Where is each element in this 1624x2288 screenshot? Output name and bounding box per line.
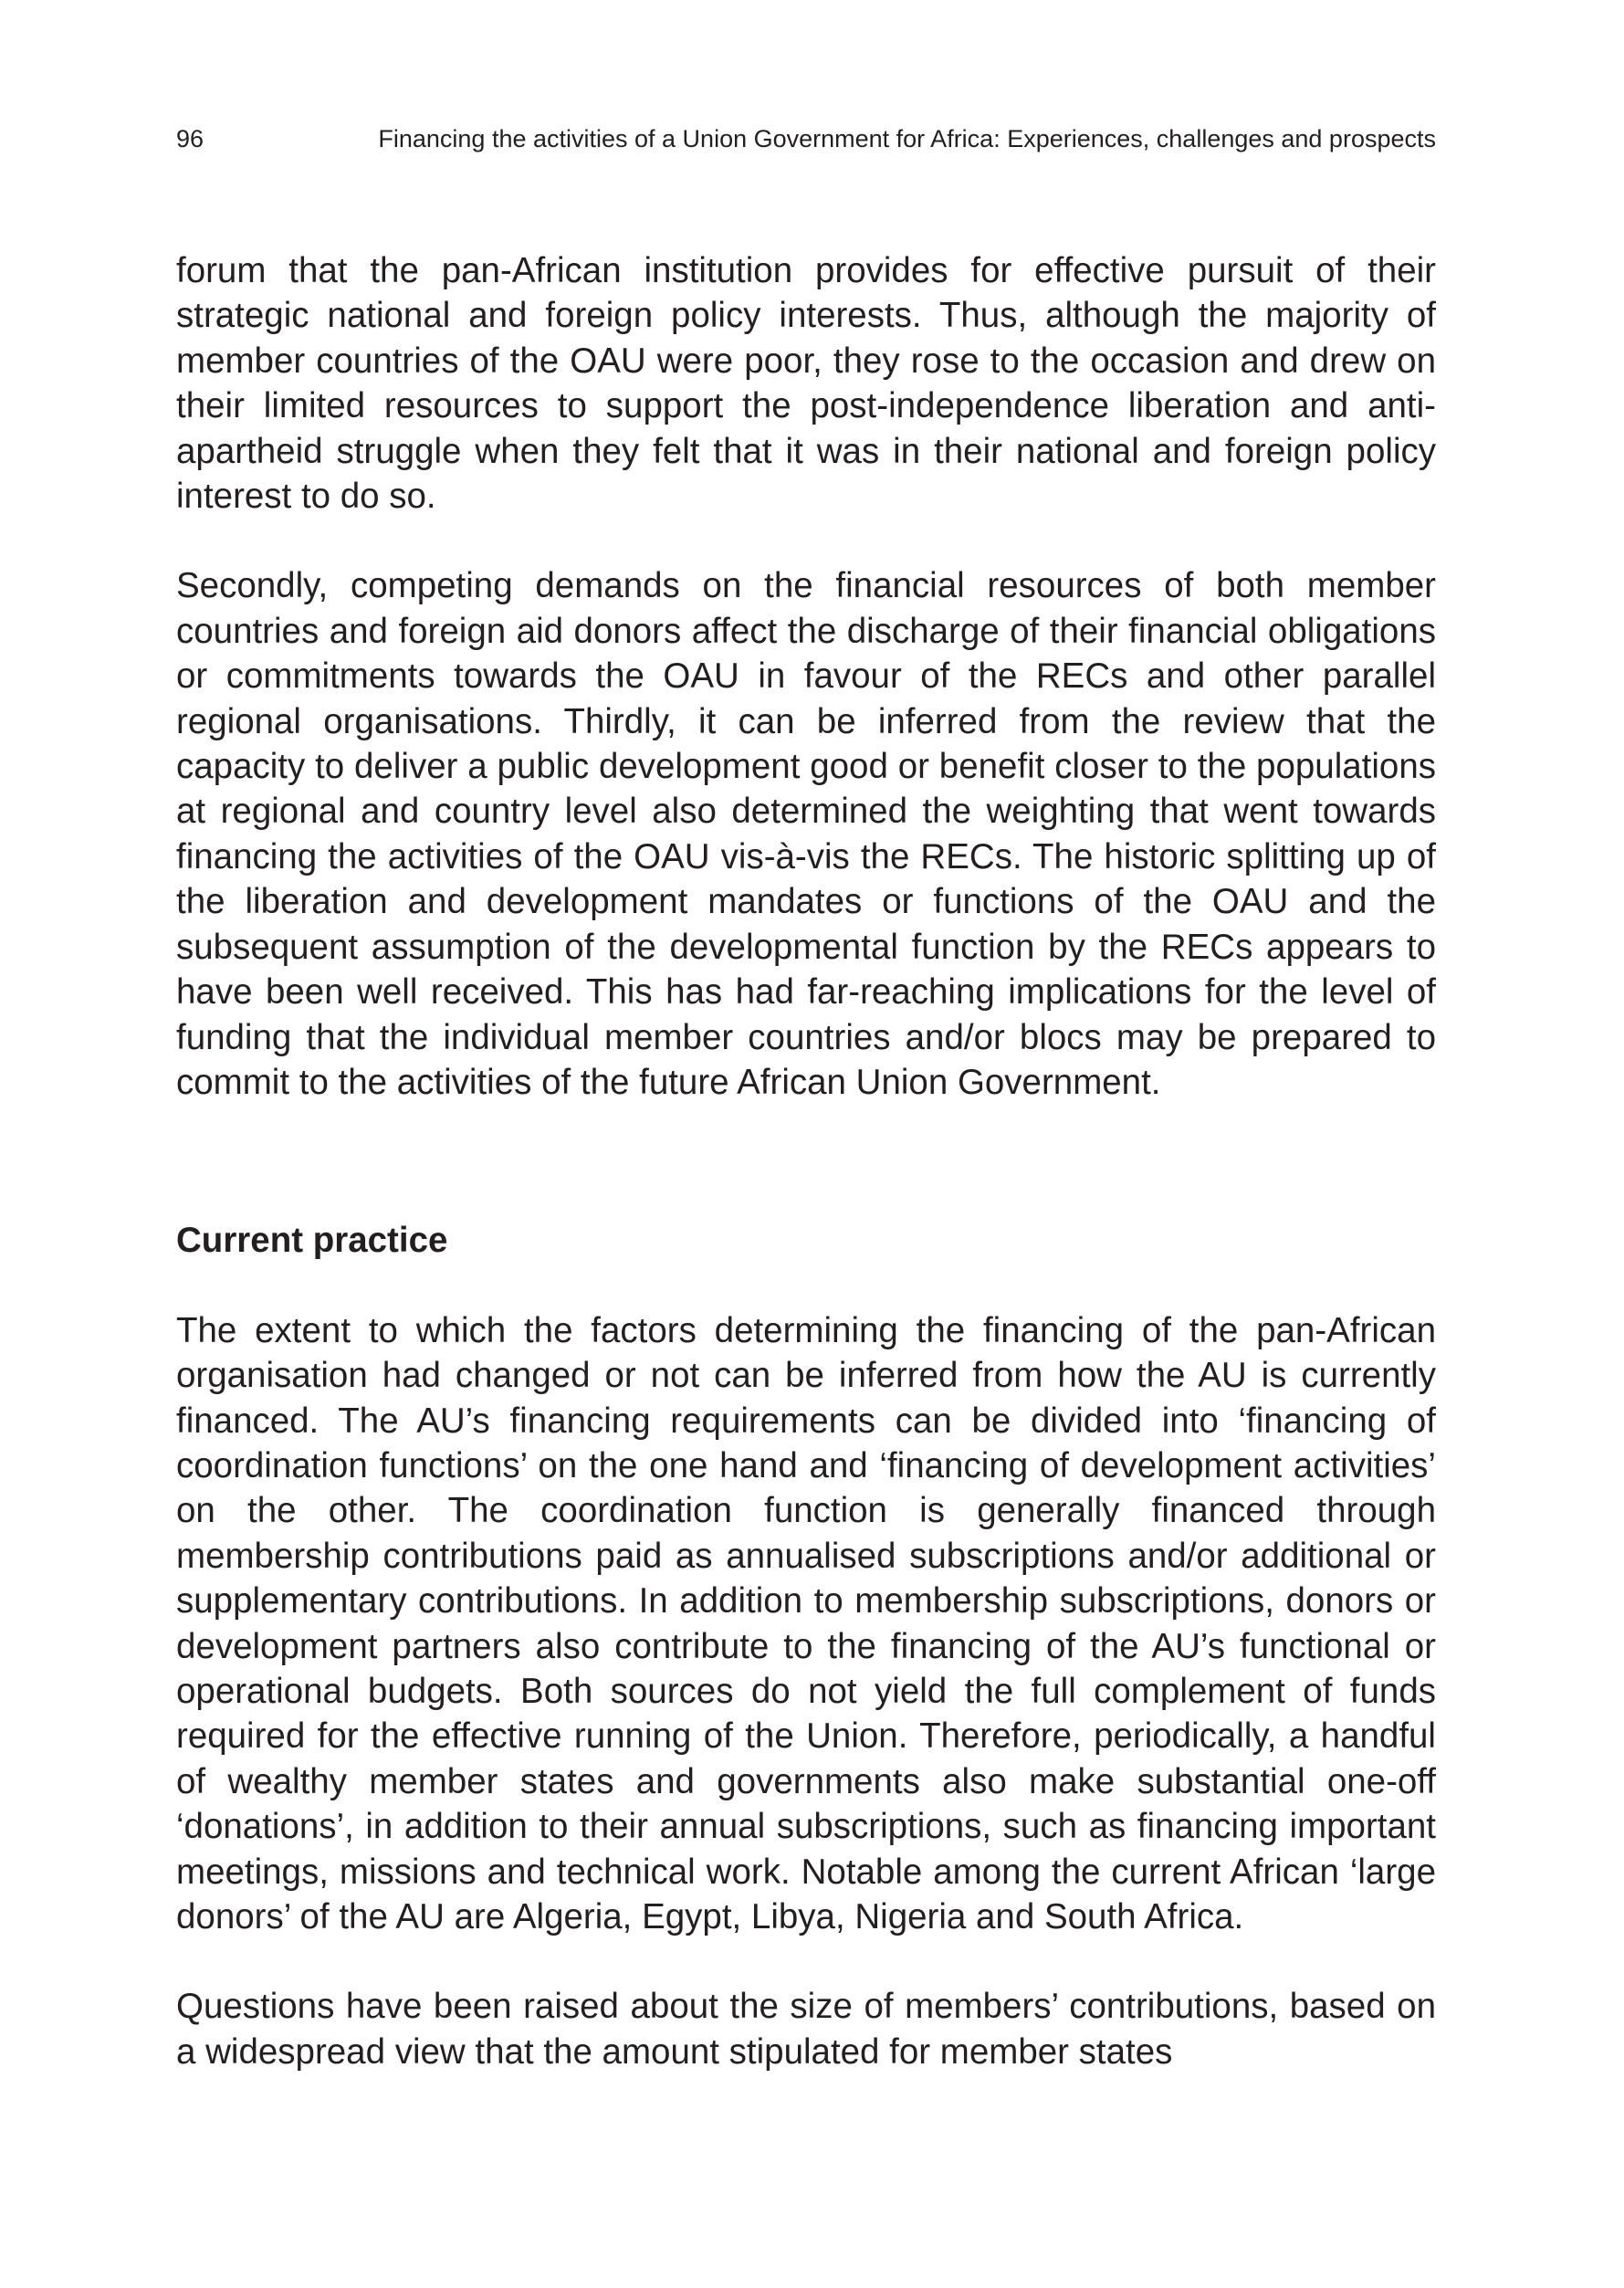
paragraph-3: The extent to which the factors determining the financing of the pan-African organisation had changed or not can be inferred from how the AU is currently financed. The AU’s financing requirements can be divided into ‘financing of coordination functions’ on the one hand and ‘financing of development activities’ on the other. The coordination function is generally financed through membership contributions paid as annualised subscriptions and/or additional or supplementary contributions. In addition to membership subscriptions, donors or development partners also contribute to the financing of the AU’s functional or operational budgets. Both sources do not yield the full complement of funds required for the effective running of the Union. Therefore, periodically, a handful of wealthy member states and governments also make substantial one-off ‘donations’, in addition to their annual subscriptions, such as financing important meetings, missions and technical work. Notable among the current African ‘large donors’ of the AU are Algeria, Egypt, Libya, Nigeria and South Africa.	[176, 1310, 1436, 1936]
paragraph-4: Questions have been raised about the size of members’ contributions, based on a widespread view that the amount stipulated for member states	[176, 1987, 1436, 2072]
paragraph-2: Secondly, competing demands on the financial resources of both member countries and foreign aid donors affect the discharge of their financial obligations or commitments towards the OAU in favour of the RECs and other parallel regional organisations. Thirdly, it can be inferred from the review that the capacity to deliver a public development good or benefit closer to the populations at regional and country level also determined the weighting that went towards financing the activities of the OAU vis-à-vis the RECs. The historic splitting up of the liberation and development mandates or functions of the OAU and the subsequent assumption of the developmental function by the RECs appears to have been well received. This has had far-reaching implications for the level of funding that the individual member countries and/or blocs may be prepared to commit to the activities of the future African Union Government.	[176, 566, 1436, 1102]
page-number: 96	[176, 125, 204, 152]
section-heading: Current practice	[176, 1221, 448, 1261]
running-header	[176, 121, 1436, 157]
paragraph-1: forum that the pan-African institution provides for effective pursuit of their strategic national and foreign policy interests. Thus, although the majority of member countries of the OAU were poor, they rose to the occasion and drew on their limited resources to support the post-independence liberation and anti-apartheid struggle when they felt that it was in their national and foreign policy interest to do so.	[176, 251, 1436, 517]
body-text	[176, 248, 1436, 2074]
running-title: Financing the activities of a Union Government for Africa: Experiences, challenges and prospects	[378, 125, 1436, 152]
